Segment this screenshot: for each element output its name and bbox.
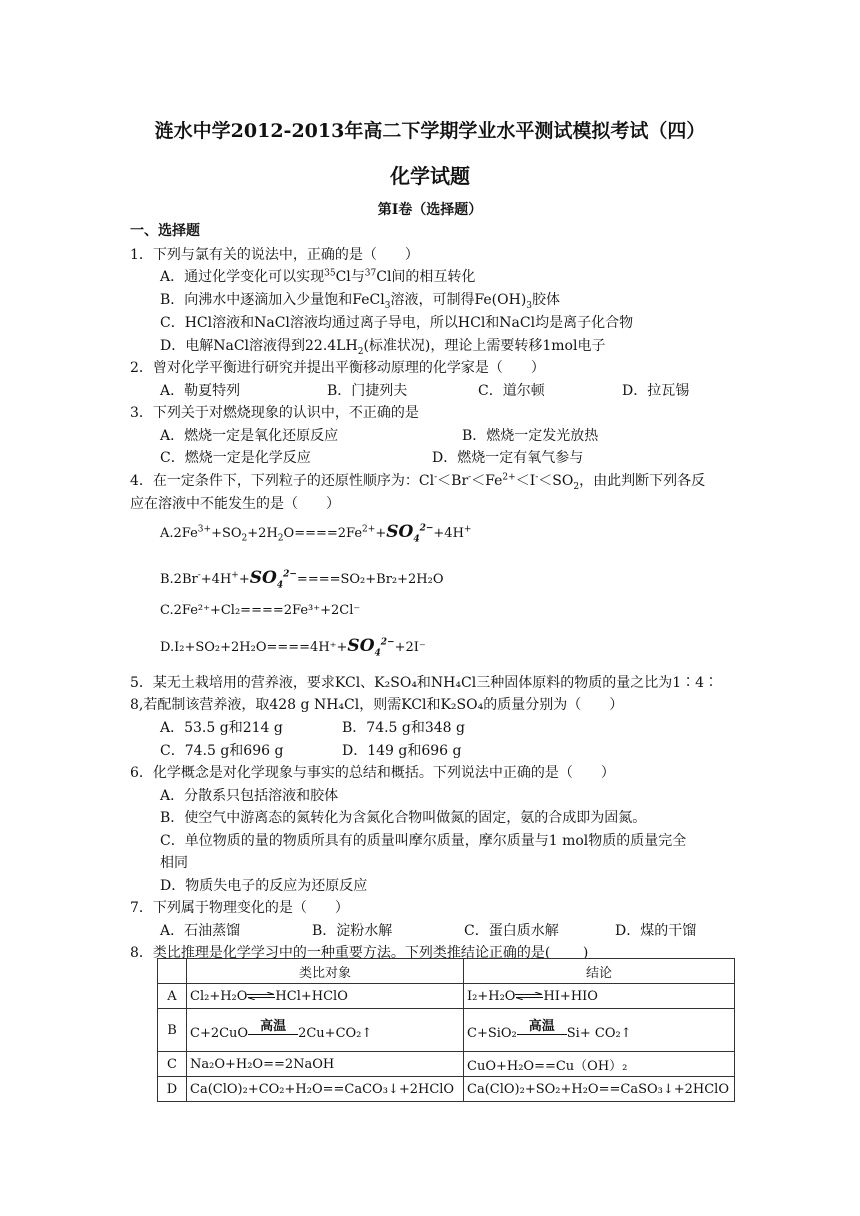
q6-option-c: C．单位物质的量的物质所具有的质量叫摩尔质量，摩尔质量与1 mol物质的质量完全 — [160, 833, 687, 849]
q1-stem: 1．下列与氯有关的说法中，正确的是（ ） — [130, 247, 419, 263]
reaction-condition: 高温 — [248, 1020, 298, 1041]
q2-option-b: B．门捷列夫 — [327, 383, 408, 399]
table-row — [158, 1052, 735, 1077]
column-header-object: 类比对象 — [187, 959, 464, 984]
q4-stem-cont: 应在溶液中不能发生的是（ ） — [130, 496, 340, 512]
q4-stem: 4．在一定条件下，下列粒子的还原性顺序为：$Cl^-<Br^-<Fe^{2+}<I^-<SO_2$，由此判断下列各反 — [130, 472, 706, 492]
q7-option-c: C．蛋白质水解 — [464, 923, 559, 939]
q2-option-d: D．拉瓦锡 — [622, 383, 690, 399]
q5-option-a: A．53.5 g和214 g — [160, 720, 283, 736]
q3-option-a: A．燃烧一定是氧化还原反应 — [160, 428, 339, 444]
subject-title: 化学试题 — [390, 164, 470, 188]
column-header-conclusion: 结论 — [464, 959, 735, 984]
reversible-arrow-icon — [247, 992, 275, 1000]
row-key: C — [158, 1052, 187, 1077]
analogy-table — [157, 958, 735, 1102]
row-object: Ca(ClO)₂+CO₂+H₂O==CaCO₃↓+2HClO — [187, 1077, 464, 1102]
q6-option-c-cont: 相同 — [160, 855, 188, 871]
row-object: C+2CuO 高温 2Cu+CO₂↑ — [187, 1009, 464, 1052]
table-row — [158, 984, 735, 1009]
reversible-arrow-icon — [515, 992, 543, 1000]
row-conclusion: C+SiO₂ 高温 Si+ CO₂↑ — [464, 1009, 735, 1052]
table-header-row — [158, 959, 735, 984]
table-row — [158, 1009, 735, 1052]
q5-option-d: D．149 g和696 g — [342, 743, 462, 759]
reaction-condition: 高温 — [517, 1020, 567, 1041]
q5-stem: 5．某无土栽培用的营养液，要求KCl、K₂SO₄和NH₄Cl三种固体原料的物质的量之比为1∶4∶ — [130, 675, 719, 691]
part-title: 第Ⅰ卷（选择题） — [377, 202, 483, 218]
q1-option-d: D．电解NaCl溶液得到$22.4LH_2$(标准状况)，理论上需要转移1mol电子 — [160, 338, 606, 357]
row-conclusion: Ca(ClO)₂+SO₂+H₂O==CaSO₃↓+2HClO — [464, 1077, 735, 1102]
section-heading: 一、选择题 — [130, 223, 200, 239]
row-key: D — [158, 1077, 187, 1102]
q3-stem: 3．下列关于对燃烧现象的认识中，不正确的是 — [130, 405, 419, 421]
table-row — [158, 1077, 735, 1102]
q6-option-d: D．物质失电子的反应为还原反应 — [160, 878, 368, 894]
q6-stem: 6．化学概念是对化学现象与事实的总结和概括。下列说法中正确的是（ ） — [130, 765, 615, 781]
row-object: Cl₂+H₂O HCl+HClO — [187, 984, 464, 1009]
row-key: A — [158, 984, 187, 1009]
q4-option-a: $A.2Fe^{3+}+SO_2+2H_2O====2Fe^{2+}+SO_4^{2-}+4H^+$ — [160, 522, 472, 545]
q4-option-d: $D.I_2+SO_2+2H_2O====4H^++SO_4^{2-}+2I^-$ — [160, 636, 426, 659]
q5-option-c: C．74.5 g和696 g — [160, 743, 284, 759]
q5-option-b: B．74.5 g和348 g — [342, 720, 466, 736]
q7-option-b: B．淀粉水解 — [312, 923, 393, 939]
q3-option-c: C．燃烧一定是化学反应 — [160, 450, 311, 466]
row-key: B — [158, 1009, 187, 1052]
row-conclusion: CuO+H₂O==Cu（OH）₂ — [464, 1052, 735, 1077]
q1-option-a: A．通过化学变化可以实现$^{35}$Cl与$^{37}$Cl间的相互转化 — [160, 268, 476, 285]
row-conclusion: I₂+H₂O HI+HIO — [464, 984, 735, 1009]
q1-option-c: C．HCl溶液和NaCl溶液均通过离子导电，所以HCl和NaCl均是离子化合物 — [160, 315, 634, 331]
q8-stem: 8．类比推理是化学学习中的一种重要方法。下列类推结论正确的是( ) — [130, 945, 589, 961]
q5-stem-cont: 8,若配制该营养液，取428 g NH₄Cl，则需KCl和K₂SO₄的质量分别为（ ） — [130, 697, 624, 713]
q7-option-a: A．石油蒸馏 — [160, 923, 241, 939]
q6-option-b: B．使空气中游离态的氮转化为含氮化合物叫做氮的固定，氨的合成即为固氮。 — [160, 810, 647, 826]
q2-stem: 2．曾对化学平衡进行研究并提出平衡移动原理的化学家是（ ） — [130, 360, 545, 376]
q4-option-b: $B.2Br^-+4H^++SO_4^{2-}====SO_2+Br_2+2H_2O$ — [160, 568, 444, 591]
row-object: Na₂O+H₂O==2NaOH — [187, 1052, 464, 1077]
q7-stem: 7．下列属于物理变化的是（ ） — [130, 900, 349, 916]
exam-title: 涟水中学2012-2013年高二下学期学业水平测试模拟考试（四） — [154, 120, 706, 142]
q6-option-a: A．分散系只包括溶液和胶体 — [160, 788, 339, 804]
q7-option-d: D．煤的干馏 — [615, 923, 697, 939]
q3-option-b: B．燃烧一定发光放热 — [462, 428, 599, 444]
q2-option-a: A．勒夏特列 — [160, 383, 241, 399]
q3-option-d: D．燃烧一定有氧气参与 — [432, 450, 584, 466]
q1-option-b: B．向沸水中逐滴加入少量饱和FeCl$_3$溶液，可制得$Fe(OH)_3$胶体 — [160, 292, 561, 311]
q4-option-c: C.2Fe²⁺+Cl₂====2Fe³⁺+2Cl⁻ — [160, 603, 361, 618]
q2-option-c: C．道尔顿 — [478, 383, 545, 399]
